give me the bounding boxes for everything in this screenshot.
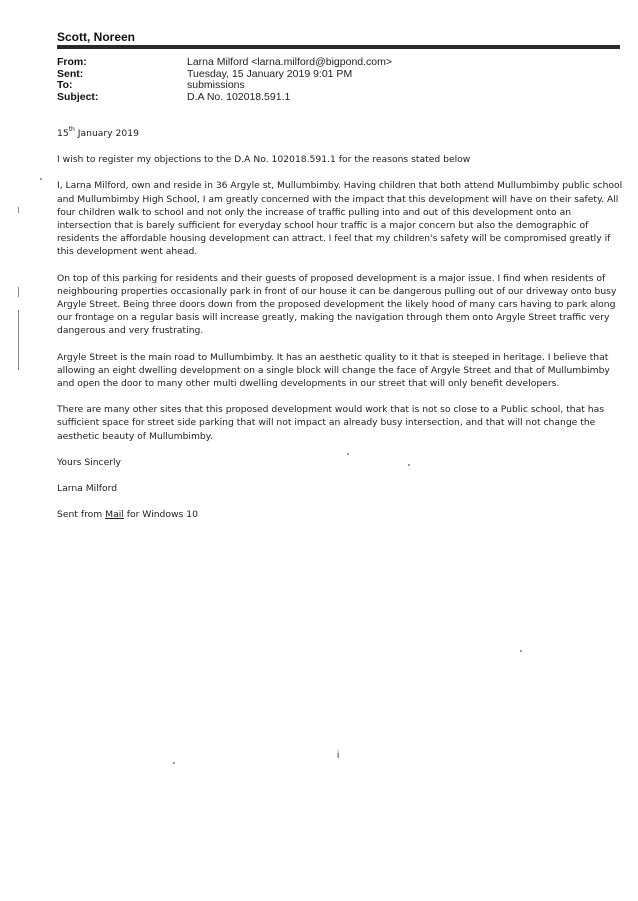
from-row: [57, 57, 617, 69]
sent-from-prefix: Sent from: [57, 509, 106, 521]
date-day: 15: [57, 128, 69, 139]
paragraph-heritage: Argyle Street is the main road to Mullumbimby. It has an aesthetic quality to it that is steeped in heritage. I believe that allowing an eight dwelling development on a single block will change the face of Argyle Street and that of Mullumbimby and open the door to many other multi dwelling developments in our street that will only benefit developers.: [57, 351, 610, 390]
mailbox-owner-name: Scott, Noreen: [57, 30, 136, 44]
paragraph-children-safety: I, Larna Milford, own and reside in 36 Argyle st, Mullumbimby. Having children that both attend Mullumbimby public school and Mullumbimby High School, I am greatly concerned with the impact that this development will have on their safety. All four children walk to school and not only the increase of traffic pulling into and out of this development onto an intersection that is barely sufficient for everyday school hour traffic is a major concern but also the demographic of residents the affordable housing development can attract. I feel that my children's safety will be compromised greatly if this development went ahead.: [57, 180, 623, 258]
sent-row: [57, 69, 617, 81]
to-row: [57, 80, 617, 92]
scan-artifact: [18, 287, 19, 297]
paragraph-other-sites: There are many other sites that this proposed development would work that is not so close to a Public school, that has sufficient space for street side parking that will not impact an already busy intersection, and that will not change the aesthetic beauty of Mullumbimby.: [57, 404, 604, 442]
scan-speck: [347, 453, 349, 455]
paragraph-parking: On top of this parking for residents and their guests of proposed development is a major issue. I find when residents of neighbouring properties occasionally park in front of our house it can be dangerous pulling out of our driveway onto busy Argyle Street. Being three doors down from the proposed development the likely hood of many cars having to park along our frontage on a regular basis will increase greatly, making the navigation through them onto Argyle Street traffic very dangerous and very frustrating.: [57, 272, 617, 337]
closing-line: Yours Sincerly: [57, 456, 121, 468]
letter-date: [57, 127, 623, 140]
email-header: [57, 57, 617, 103]
date-month-year: January 2019: [74, 128, 139, 139]
scan-speck: [520, 650, 522, 652]
subject-label: Subject:: [57, 90, 99, 103]
intro-line: I wish to register my objections to the D.A No. 102018.591.1 for the reasons stated below: [57, 154, 471, 166]
date-suffix: th: [68, 125, 75, 133]
signature-name: Larna Milford: [57, 483, 118, 495]
sent-label: Sent:: [57, 67, 84, 80]
scan-artifact: [18, 310, 19, 370]
header-divider: [57, 45, 620, 49]
email-body: [57, 127, 623, 534]
sent-from-line: [57, 508, 623, 521]
subject-value: D.A No. 102018.591.1: [187, 90, 291, 103]
scan-artifact: [18, 207, 19, 213]
from-label: From:: [57, 56, 87, 68]
sent-value: Tuesday, 15 January 2019 9:01 PM: [187, 67, 353, 80]
page-mark: i: [337, 750, 340, 761]
from-value: Larna Milford <larna.milford@bigpond.com>: [187, 56, 393, 68]
to-label: To:: [57, 79, 73, 91]
mail-app-link[interactable]: Mail: [105, 509, 124, 521]
subject-row: [57, 92, 617, 104]
signoff: [57, 456, 623, 522]
scan-speck: [40, 178, 42, 180]
to-value: submissions: [187, 79, 245, 91]
scan-speck: [173, 762, 175, 764]
sent-from-suffix: for Windows 10: [123, 509, 198, 521]
scan-speck: [408, 464, 410, 466]
